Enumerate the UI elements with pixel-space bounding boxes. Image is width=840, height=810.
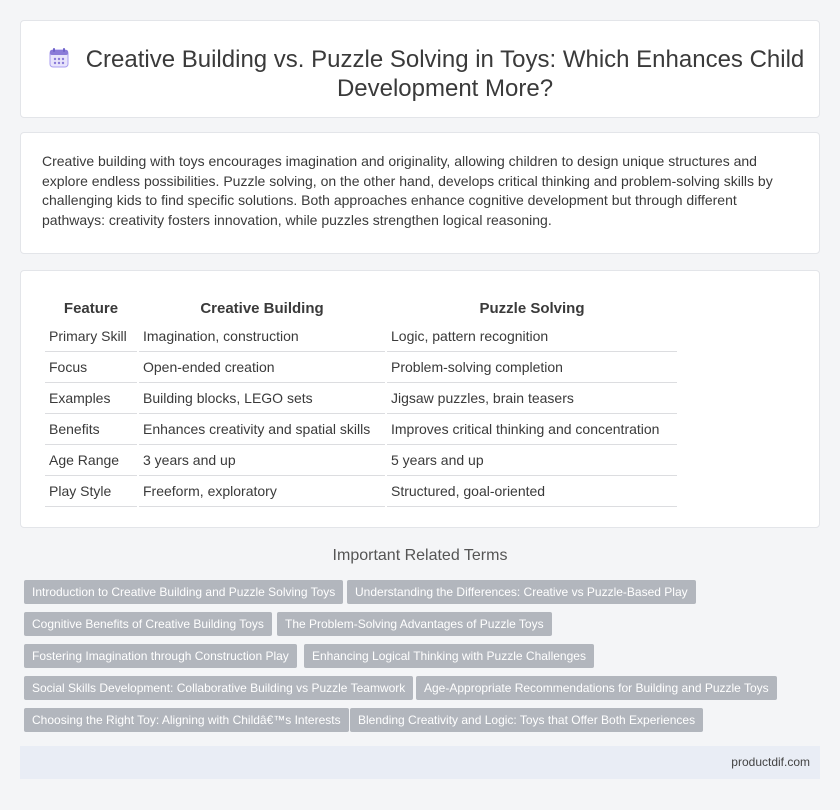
- row-creative: 3 years and up: [139, 445, 385, 476]
- row-puzzle: Improves critical thinking and concentration: [387, 414, 677, 445]
- header-puzzle-solving: Puzzle Solving: [479, 299, 585, 317]
- intro-card: [20, 132, 820, 254]
- row-puzzle: Jigsaw puzzles, brain teasers: [387, 383, 677, 414]
- row-creative: Open-ended creation: [139, 352, 385, 383]
- related-tag[interactable]: Introduction to Creative Building and Puzzle Solving Toys: [24, 580, 343, 604]
- page-title: Creative Building vs. Puzzle Solving in Toys: Which Enhances Child Development More?: [85, 46, 805, 102]
- table-row: [45, 321, 677, 352]
- table-row: [45, 383, 677, 414]
- row-feature: Age Range: [45, 445, 137, 476]
- header-creative-building: Creative Building: [200, 299, 324, 317]
- table-row: [45, 352, 677, 383]
- row-puzzle: Problem-solving completion: [387, 352, 677, 383]
- row-creative: Enhances creativity and spatial skills: [139, 414, 385, 445]
- related-tag[interactable]: Understanding the Differences: Creative vs Puzzle-Based Play: [347, 580, 696, 604]
- row-creative: Freeform, exploratory: [139, 476, 385, 507]
- related-tag[interactable]: The Problem-Solving Advantages of Puzzle Toys: [277, 612, 552, 636]
- related-tag[interactable]: Cognitive Benefits of Creative Building Toys: [24, 612, 272, 636]
- related-tag[interactable]: Age-Appropriate Recommendations for Building and Puzzle Toys: [416, 676, 777, 700]
- related-terms-heading: Important Related Terms: [332, 547, 508, 564]
- row-puzzle: 5 years and up: [387, 445, 677, 476]
- row-feature: Benefits: [45, 414, 137, 445]
- table-row: [45, 414, 677, 445]
- related-tag[interactable]: Social Skills Development: Collaborative Building vs Puzzle Teamwork: [24, 676, 413, 700]
- intro-paragraph: Creative building with toys encourages imagination and originality, allowing children to design unique structures and explore endless possibilities. Puzzle solving, on the other hand, develops critical thinking and problem-solving skills by challenging kids to find specific solutions. Both approaches enhance cognitive development but through different pathways: creativity fosters innovation, while puzzles strengthen logical reasoning.: [42, 153, 773, 228]
- row-creative: Building blocks, LEGO sets: [139, 383, 385, 414]
- comparison-card: [20, 270, 820, 528]
- table-row: [45, 445, 677, 476]
- footer: [20, 746, 820, 779]
- comparison-table: [43, 293, 679, 507]
- related-tag[interactable]: Blending Creativity and Logic: Toys that Offer Both Experiences: [350, 708, 703, 732]
- row-feature: Examples: [45, 383, 137, 414]
- row-feature: Play Style: [45, 476, 137, 507]
- row-creative: Imagination, construction: [139, 321, 385, 352]
- row-feature: Primary Skill: [45, 321, 137, 352]
- related-tag[interactable]: Fostering Imagination through Construction Play: [24, 644, 297, 668]
- footer-site[interactable]: productdif.com: [731, 755, 810, 769]
- table-row: [45, 476, 677, 507]
- title-card: [20, 20, 820, 118]
- related-tag[interactable]: Choosing the Right Toy: Aligning with Childâ€™s Interests: [24, 708, 349, 732]
- calendar-icon: [48, 47, 70, 69]
- table-header-row: [45, 293, 677, 321]
- row-feature: Focus: [45, 352, 137, 383]
- related-tag[interactable]: Enhancing Logical Thinking with Puzzle Challenges: [304, 644, 594, 668]
- row-puzzle: Logic, pattern recognition: [387, 321, 677, 352]
- row-puzzle: Structured, goal-oriented: [387, 476, 677, 507]
- header-feature: Feature: [63, 299, 119, 317]
